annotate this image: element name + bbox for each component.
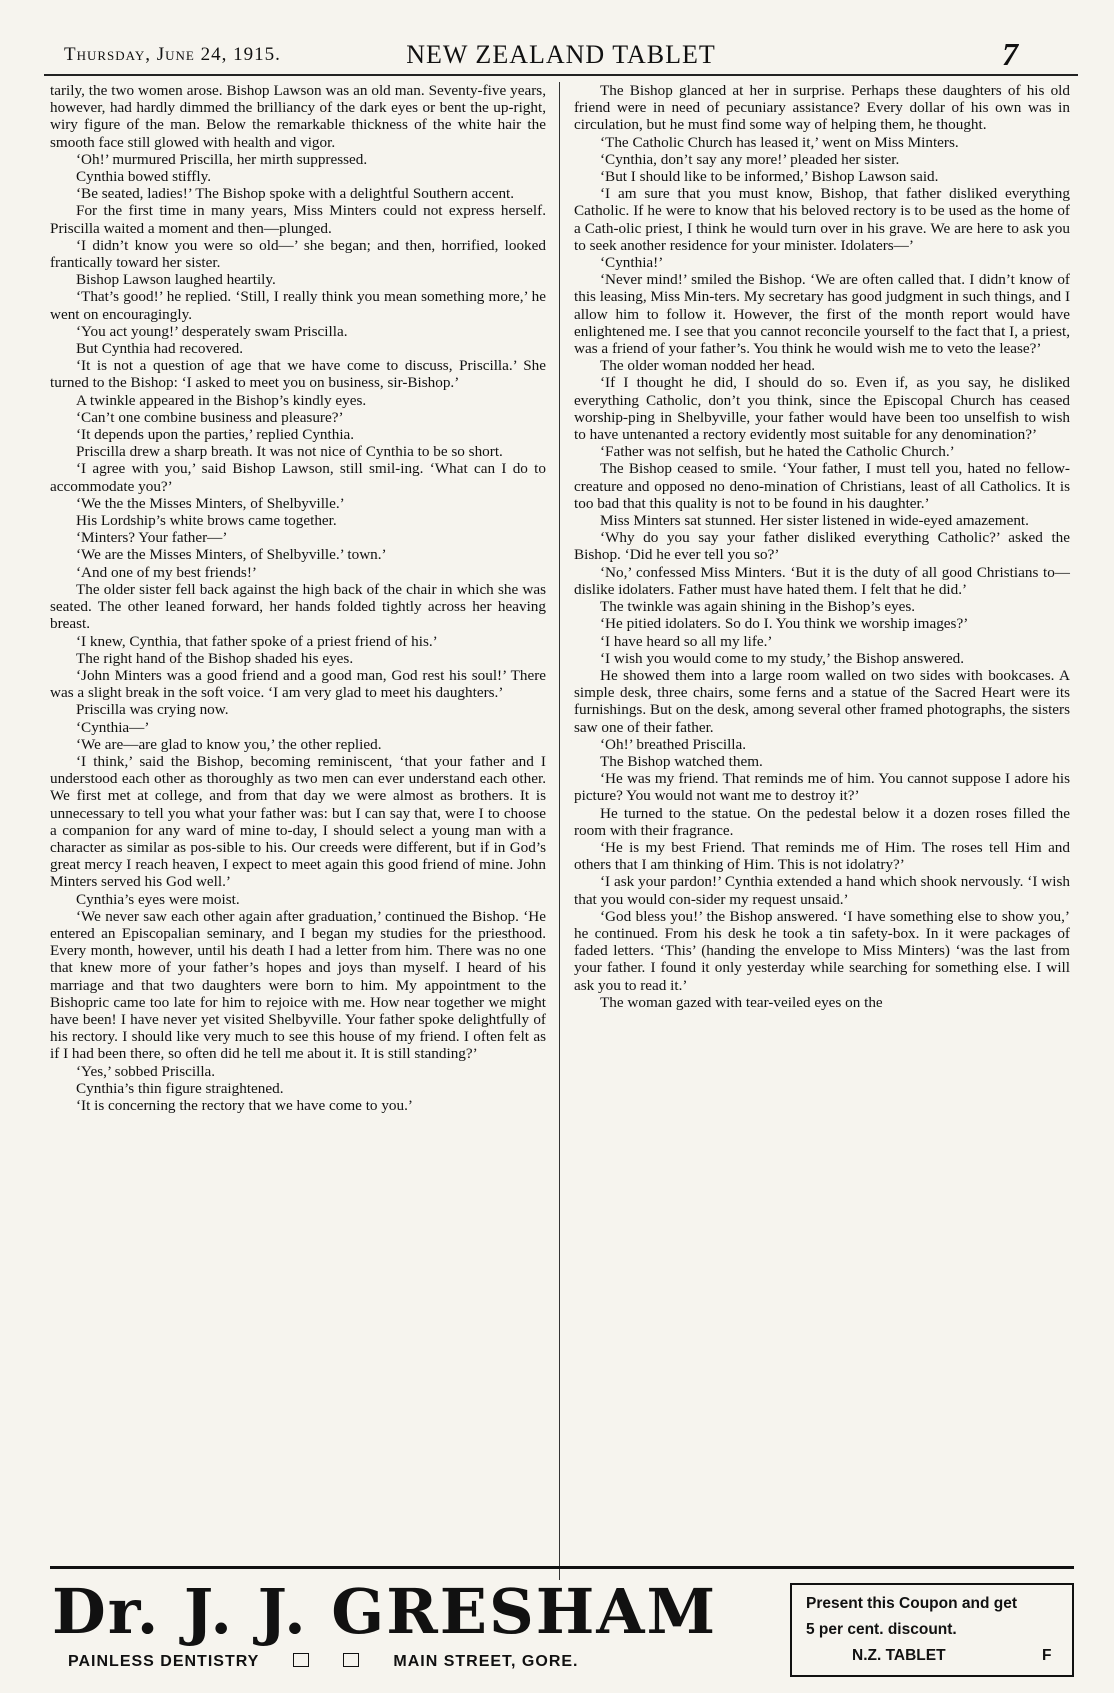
masthead-title: NEW ZEALAND TABLET	[406, 40, 716, 69]
paragraph: ‘We are—are glad to know you,’ the other replied.	[76, 735, 382, 753]
paragraph: ‘He was my friend. That reminds me of him. You cannot suppose I adore his picture? You would not want me to destroy it?’	[574, 770, 1070, 805]
paragraph: ‘That’s good!’ he replied. ‘Still, I really think you mean something more,’ he went on encouragingly.	[50, 288, 546, 323]
paragraph: The Bishop watched them.	[600, 752, 763, 770]
paragraph: ‘God bless you!’ the Bishop answered. ‘I have something else to show you,’ he continued. From his desk he took a tin safety-box. In it were packages of faded letters. ‘This’ (handing the envelope to Miss Minters) ‘was the last from your father. I found it only yesterday while searching for something else. I will ask you to read it.’	[574, 907, 1070, 994]
issue-date: Thursday, June 24, 1915.	[64, 44, 281, 65]
ad-address: MAIN STREET, GORE.	[393, 1653, 579, 1670]
paragraph: ‘It depends upon the parties,’ replied Cynthia.	[76, 426, 355, 444]
paragraph: ‘He pitied idolaters. So do I. You think we worship images?’	[600, 615, 969, 633]
paragraph: The Bishop ceased to smile. ‘Your father, I must tell you, hated no fellow-creature and opposed no deno-mination of Christians, least of all Catholics. It is too bad that this quality is not to be found in his daughter.’	[574, 460, 1070, 512]
ad-footer-line	[68, 1653, 768, 1671]
paragraph: Bishop Lawson laughed heartily.	[76, 271, 276, 289]
paragraph: ‘If I thought he did, I should do so. Even if, as you say, he disliked everything Catholic, don’t you think, since the Episcopal Church has ceased worship-ping in Shelbyville, your father would have been too unselfish to wish to have untenanted a rectory evidently most suitable for any denomination?’	[574, 374, 1070, 444]
paragraph: He showed them into a large room walled on two sides with bookcases. A simple desk, three chairs, some ferns and a statue of the Sacred Heart were its furnishings. But on the desk, among several other framed photographs, the sisters saw one of their father.	[574, 666, 1070, 736]
paragraph: Priscilla drew a sharp breath. It was not nice of Cynthia to be so short.	[76, 443, 503, 461]
paragraph: ‘I think,’ said the Bishop, becoming reminiscent, ‘that your father and I understood each other as thoroughly as two men can ever understand each other. We first met at college, and from that day we were almost as brothers. It is unnecessary to tell you what your father was: but I can say that, were I to choose a companion for any ward of mine to-day, I should select a young man with a character as similar as pos-sible to his. Our creeds were different, but if in God’s great mercy I reach heaven, I expect to meet again this good friend of mine. John Minters served his God well.’	[50, 752, 546, 891]
paragraph: ‘It is not a question of age that we have come to discuss, Priscilla.’ She turned to the Bishop: ‘I asked to meet you on business, sir-Bishop.’	[50, 357, 546, 392]
paragraph: ‘Father was not selfish, but he hated the Catholic Church.’	[600, 443, 955, 461]
paragraph: ‘I am sure that you must know, Bishop, that father disliked everything Catholic. If he were to know that his beloved rectory is to be used as the home of a Cath-olic priest, I think he would turn over in his grave. We are here to ask you to seek another residence for your minister. Idolaters—’	[574, 185, 1070, 254]
paragraph: The woman gazed with tear-veiled eyes on the	[600, 993, 883, 1011]
column-divider	[559, 82, 560, 1580]
paragraph: For the first time in many years, Miss Minters could not express herself. Priscilla waited a moment and then—plunged.	[50, 202, 546, 237]
paragraph: ‘I wish you would come to my study,’ the Bishop answered.	[600, 649, 965, 667]
page-number: 7	[1002, 36, 1018, 72]
paragraph: ‘The Catholic Church has leased it,’ went on Miss Minters.	[600, 133, 959, 151]
paragraph: The right hand of the Bishop shaded his eyes.	[76, 649, 354, 667]
paragraph: ‘And one of my best friends!’	[76, 563, 257, 581]
paragraph: ‘He is my best Friend. That reminds me of Him. The roses tell Him and others that I am thinking of Him. This is not idolatry?’	[574, 838, 1070, 874]
paragraph: ‘I have heard so all my life.’	[600, 632, 773, 650]
dentist-advertisement	[50, 1566, 1074, 1681]
paragraph: ‘Cynthia, don’t say any more!’ pleaded her sister.	[600, 150, 900, 168]
paragraph: ‘John Minters was a good friend and a good man, God rest his soul!’ There was a slight break in the soft voice. ‘I am very glad to meet his daughters.’	[50, 666, 546, 702]
paragraph: ‘I ask your pardon!’ Cynthia extended a hand which shook nervously. ‘I wish that you would con-sider my request unsaid.’	[574, 873, 1070, 908]
right-column	[574, 82, 1070, 1011]
paragraph: Miss Minters sat stunned. Her sister listened in wide-eyed amazement.	[600, 512, 1029, 530]
coupon-line-2: 5 per cent. discount.	[806, 1621, 957, 1638]
coupon-line-3: N.Z. TABLET	[852, 1647, 946, 1664]
ad-name: Dr. J. J. GRESHAM	[52, 1575, 718, 1648]
paragraph: A twinkle appeared in the Bishop’s kindly eyes.	[76, 391, 367, 409]
paragraph: But Cynthia had recovered.	[76, 340, 244, 358]
paragraph: ‘Be seated, ladies!’ The Bishop spoke with a delightful Southern accent.	[76, 185, 515, 203]
paragraph: Cynthia’s thin figure straightened.	[76, 1079, 284, 1097]
left-column	[50, 82, 546, 1114]
newspaper-page	[44, 34, 1078, 76]
paragraph: ‘It is concerning the rectory that we have come to you.’	[76, 1096, 413, 1114]
paragraph: Priscilla was crying now.	[76, 701, 229, 719]
paragraph: ‘But I should like to be informed,’ Bishop Lawson said.	[600, 168, 939, 186]
ornament-icon	[293, 1653, 309, 1667]
paragraph: ‘Oh!’ murmured Priscilla, her mirth suppressed.	[76, 150, 368, 168]
paragraph: ‘Can’t one combine business and pleasure?’	[76, 408, 344, 426]
coupon-box	[790, 1583, 1074, 1677]
paragraph: ‘Why do you say your father disliked everything Catholic?’ asked the Bishop. ‘Did he ever tell you so?’	[574, 529, 1070, 564]
ad-tagline: PAINLESS DENTISTRY	[68, 1653, 260, 1670]
paragraph: ‘You act young!’ desperately swam Priscilla.	[76, 322, 348, 340]
article-columns	[50, 82, 1072, 1580]
paragraph: ‘We never saw each other again after graduation,’ continued the Bishop. ‘He entered an Episcopalian seminary, and I began my studies for the priesthood. Every month, however, until his death I had a letter from him. There was no one that knew more of your father’s hopes and joys than myself. I heard of his marriage and that two daughters were born to him. My appointment to the Bishopric came too late for him to rejoice with me. How near together we might have been! I have never yet visited Shelbyville. Your father spoke delightfully of his rectory. I should like very much to see this house of my friend. I often felt as if I had been there, so often did he tell me about it. It is still standing?’	[50, 907, 546, 1063]
paragraph: The older sister fell back against the high back of the chair in which she was seated. The other leaned forward, her hands folded tightly across her heaving breast.	[50, 580, 546, 633]
paragraph: Cynthia’s eyes were moist.	[76, 890, 240, 908]
paragraph: ‘We are the Misses Minters, of Shelbyville.’ town.’	[76, 546, 387, 564]
paragraph: The twinkle was again shining in the Bishop’s eyes.	[600, 598, 916, 616]
paragraph: Cynthia bowed stiffly.	[76, 168, 211, 186]
paragraph: ‘I agree with you,’ said Bishop Lawson, still smil-ing. ‘What can I do to accommodate you?’	[50, 460, 546, 495]
paragraph: The older woman nodded her head.	[600, 357, 816, 375]
paragraph: ‘No,’ confessed Miss Minters. ‘But it is the duty of all good Christians to—dislike idolaters. Father must have hated them. I felt that he did.’	[574, 563, 1070, 598]
paragraph: ‘Cynthia—’	[76, 718, 150, 736]
paragraph: The Bishop glanced at her in surprise. Perhaps these daughters of his old friend were in need of pecuniary assistance? Every dollar of his own was in circulation, but he must find some way of helping them, he thought.	[574, 82, 1070, 134]
paragraph: His Lordship’s white brows came together.	[76, 512, 337, 530]
paragraph: ‘Oh!’ breathed Priscilla.	[600, 735, 747, 753]
page-header	[44, 34, 1078, 76]
paragraph: ‘Cynthia!’	[600, 254, 664, 272]
paragraph: ‘Minters? Your father—’	[76, 529, 228, 547]
paragraph: ‘We the the Misses Minters, of Shelbyville.’	[76, 494, 345, 512]
paragraph: ‘Never mind!’ smiled the Bishop. ‘We are often called that. I didn’t know of this leasing, Miss Min-ters. My secretary has good judgment in such things, and I allow him to follow it. However, the first of the month report would have enlightened me. I see that you cannot reconcile yourself to the fact that I, a priest, was a friend of your father’s. You think he would wish me to veto the lease?’	[574, 271, 1070, 358]
paragraph: ‘Yes,’ sobbed Priscilla.	[76, 1062, 216, 1080]
paragraph: tarily, the two women arose. Bishop Lawson was an old man. Seventy-five years, however, had hardly dimmed the brilliancy of the dark eyes or bent the up-right, wiry figure of the man. Below the remarkable thickness of the white hair the smooth face still glowed with health and vigor.	[50, 82, 546, 151]
coupon-line-1: Present this Coupon and get	[806, 1595, 1017, 1612]
paragraph: He turned to the statue. On the pedestal below it a dozen roses filled the room with their fragrance.	[574, 804, 1070, 839]
ornament-icon	[343, 1653, 359, 1667]
coupon-mark: F	[1042, 1647, 1052, 1664]
paragraph: ‘I knew, Cynthia, that father spoke of a priest friend of his.’	[76, 632, 438, 650]
paragraph: ‘I didn’t know you were so old—’ she began; and then, horrified, looked frantically toward her sister.	[50, 236, 546, 272]
